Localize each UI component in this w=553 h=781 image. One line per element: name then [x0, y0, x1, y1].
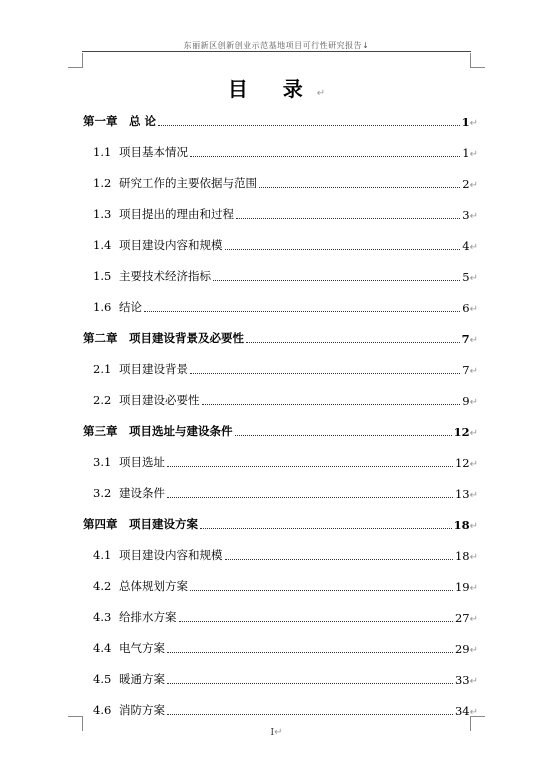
toc-page-number-text: 7 [461, 332, 470, 346]
paragraph-mark-icon: ↵ [469, 180, 478, 191]
toc-page-number [455, 456, 478, 470]
toc-page-number-text: 27 [454, 611, 470, 625]
toc-section-entry[interactable] [83, 191, 478, 222]
toc-entry-text: 第四章 项目建设方案 [83, 517, 198, 531]
toc-entry-text: 电气方案 [119, 641, 165, 655]
toc-section-entry[interactable] [83, 625, 478, 656]
dot-leader [225, 249, 461, 250]
toc-page-number-text: 33 [454, 673, 470, 687]
toc-chapter-entry[interactable] [83, 315, 478, 346]
paragraph-mark-icon: ↵ [274, 727, 283, 738]
dot-leader [167, 714, 453, 715]
paragraph-mark-icon: ↵ [469, 645, 478, 656]
dot-leader [167, 497, 453, 498]
paragraph-mark-icon: ↵ [316, 88, 326, 99]
dot-leader [225, 559, 453, 560]
toc-page-number [462, 146, 478, 160]
toc-page-number-text: 4 [462, 239, 470, 253]
toc-page-number [462, 270, 478, 284]
toc-section-number: 4.3 [93, 610, 112, 624]
toc-entry-label [93, 392, 200, 408]
toc-chapter-entry[interactable] [83, 408, 478, 439]
toc-entry-label [83, 330, 244, 346]
toc-entry-label [93, 175, 257, 191]
toc-section-entry[interactable] [83, 253, 478, 284]
page-number [0, 727, 553, 738]
paragraph-mark-icon: ↵ [469, 366, 478, 377]
paragraph-mark-icon: ↵ [469, 428, 478, 439]
toc-entry-text: 项目建设内容和规模 [119, 238, 223, 252]
toc-entry-label [83, 516, 198, 532]
paragraph-mark-icon: ↵ [469, 397, 478, 408]
toc-entry-text: 建设条件 [119, 486, 165, 500]
toc-page-number-text: 6 [462, 301, 470, 315]
toc-page-number-text: 34 [454, 704, 470, 718]
toc-page-number-text: 18 [454, 549, 470, 563]
paragraph-mark-icon: ↵ [469, 149, 478, 160]
toc-page-number [455, 549, 478, 563]
paragraph-mark-icon: ↵ [469, 490, 478, 501]
toc-chapter-entry[interactable] [83, 501, 478, 532]
paragraph-mark-icon: ↵ [469, 676, 478, 687]
toc-section-number: 1.1 [93, 145, 112, 159]
paragraph-mark-icon: ↵ [469, 304, 478, 315]
toc-page-number-text: 18 [453, 518, 470, 532]
toc-page-number [454, 518, 478, 532]
toc-entry-label [93, 206, 234, 222]
dot-leader [158, 125, 460, 126]
toc-section-number: 3.1 [93, 455, 112, 469]
toc-page-number-text: 29 [454, 642, 470, 656]
toc-entry-text: 项目建设背景 [119, 362, 188, 376]
toc-entry-text: 第一章 总 论 [83, 114, 157, 128]
toc-entry-label [93, 547, 223, 563]
toc-section-number: 1.5 [93, 269, 112, 283]
toc-entry-label [93, 702, 165, 718]
toc-entry-label [93, 268, 211, 284]
dot-leader [246, 342, 460, 343]
dot-leader [200, 528, 452, 529]
toc-section-entry[interactable] [83, 594, 478, 625]
toc-page-number-text: 7 [462, 363, 470, 377]
toc-entry-label [93, 144, 188, 160]
toc-entry-text: 项目基本情况 [119, 145, 188, 159]
paragraph-mark-icon: ↵ [469, 242, 478, 253]
toc-page-number [462, 332, 478, 346]
toc-section-entry[interactable] [83, 563, 478, 594]
header-rule [82, 51, 471, 52]
dot-leader [167, 466, 453, 467]
toc-page-number [455, 611, 478, 625]
toc-page-number [462, 115, 478, 129]
toc-page-number [462, 363, 478, 377]
paragraph-mark-icon: ↵ [469, 521, 478, 532]
paragraph-mark-icon: ↵ [469, 211, 478, 222]
toc-section-entry[interactable] [83, 532, 478, 563]
toc-page-number-text: 1 [462, 146, 470, 160]
dot-leader [213, 280, 460, 281]
dot-leader [179, 621, 453, 622]
toc-entry-label [93, 454, 165, 470]
toc-section-entry[interactable] [83, 284, 478, 315]
toc-page-number-text: 9 [462, 394, 470, 408]
toc-page-number [455, 642, 478, 656]
toc-page-number [455, 487, 478, 501]
paragraph-mark-icon: ↵ [469, 583, 478, 594]
toc-page-number-text: 2 [462, 177, 470, 191]
dot-leader [190, 373, 460, 374]
toc-section-number: 1.6 [93, 300, 112, 314]
page-header: 东丽新区创新创业示范基地项目可行性研究报告↓ [183, 41, 370, 50]
toc-page-number [462, 394, 478, 408]
paragraph-mark-icon: ↵ [469, 273, 478, 284]
toc-page-number-text: 12 [454, 456, 470, 470]
toc-section-number: 1.2 [93, 176, 112, 190]
toc-page-number [462, 208, 478, 222]
toc-entry-text: 第二章 项目建设背景及必要性 [83, 331, 244, 345]
toc-title-text: 目 录 [227, 77, 317, 101]
toc-page-number-text: 1 [461, 115, 470, 129]
dot-leader [236, 218, 460, 219]
toc-page-number-text: 3 [462, 208, 470, 222]
table-of-contents [83, 98, 478, 718]
toc-entry-text: 研究工作的主要依据与范围 [119, 176, 257, 190]
toc-entry-label [93, 671, 165, 687]
toc-entry-text: 结论 [119, 300, 142, 314]
toc-section-entry[interactable] [83, 160, 478, 191]
crop-mark-top-right [470, 53, 485, 68]
toc-section-number: 2.1 [93, 362, 112, 376]
toc-entry-text: 项目选址 [119, 455, 165, 469]
toc-entry-label [93, 237, 223, 253]
toc-entry-text: 消防方案 [119, 703, 165, 717]
toc-entry-label [93, 299, 142, 315]
dot-leader [167, 683, 453, 684]
paragraph-mark-icon: ↵ [469, 707, 478, 718]
toc-section-number: 1.4 [93, 238, 112, 252]
toc-section-entry[interactable] [83, 687, 478, 718]
toc-entry-text: 总体规划方案 [119, 579, 188, 593]
toc-section-entry[interactable] [83, 439, 478, 470]
toc-page-number [455, 704, 478, 718]
toc-page-number [462, 177, 478, 191]
dot-leader [167, 652, 453, 653]
toc-page-number-text: 12 [453, 425, 470, 439]
paragraph-mark-icon: ↵ [469, 335, 478, 346]
toc-entry-label [93, 361, 188, 377]
toc-section-entry[interactable] [83, 470, 478, 501]
toc-chapter-entry[interactable] [83, 98, 478, 129]
toc-page-number [454, 425, 478, 439]
toc-page-number [462, 301, 478, 315]
toc-page-number [462, 239, 478, 253]
toc-entry-text: 第三章 项目选址与建设条件 [83, 424, 233, 438]
toc-section-number: 4.2 [93, 579, 112, 593]
toc-page-number-text: 13 [454, 487, 470, 501]
toc-section-entry[interactable] [83, 346, 478, 377]
toc-entry-label [93, 485, 165, 501]
toc-section-number: 4.1 [93, 548, 112, 562]
paragraph-mark-icon: ↵ [469, 614, 478, 625]
toc-section-number: 3.2 [93, 486, 112, 500]
dot-leader [190, 590, 453, 591]
toc-entry-text: 项目提出的理由和过程 [119, 207, 234, 221]
toc-section-number: 4.4 [93, 641, 112, 655]
toc-entry-label [93, 640, 165, 656]
page-number-text: I [270, 728, 275, 738]
toc-entry-text: 暖通方案 [119, 672, 165, 686]
toc-entry-label [93, 609, 177, 625]
toc-section-number: 2.2 [93, 393, 112, 407]
paragraph-mark-icon: ↵ [469, 118, 478, 129]
toc-entry-label [93, 578, 188, 594]
toc-page-number [455, 580, 478, 594]
toc-entry-text: 项目建设必要性 [119, 393, 200, 407]
dot-leader [259, 187, 460, 188]
toc-page-number-text: 19 [454, 580, 470, 594]
toc-entry-text: 项目建设内容和规模 [119, 548, 223, 562]
toc-page-number [455, 673, 478, 687]
toc-entry-label [83, 423, 233, 439]
toc-section-number: 4.5 [93, 672, 112, 686]
crop-mark-top-left [68, 53, 83, 68]
paragraph-mark-icon: ↵ [469, 552, 478, 563]
toc-page-number-text: 5 [462, 270, 470, 284]
dot-leader [144, 311, 460, 312]
toc-entry-text: 主要技术经济指标 [119, 269, 211, 283]
toc-section-entry[interactable] [83, 222, 478, 253]
toc-section-entry[interactable] [83, 377, 478, 408]
toc-section-entry[interactable] [83, 129, 478, 160]
toc-section-number: 4.6 [93, 703, 112, 717]
dot-leader [202, 404, 461, 405]
dot-leader [190, 156, 460, 157]
toc-entry-text: 给排水方案 [119, 610, 177, 624]
toc-section-number: 1.3 [93, 207, 112, 221]
paragraph-mark-icon: ↵ [469, 459, 478, 470]
toc-entry-label [83, 113, 156, 129]
toc-section-entry[interactable] [83, 656, 478, 687]
dot-leader [235, 435, 452, 436]
